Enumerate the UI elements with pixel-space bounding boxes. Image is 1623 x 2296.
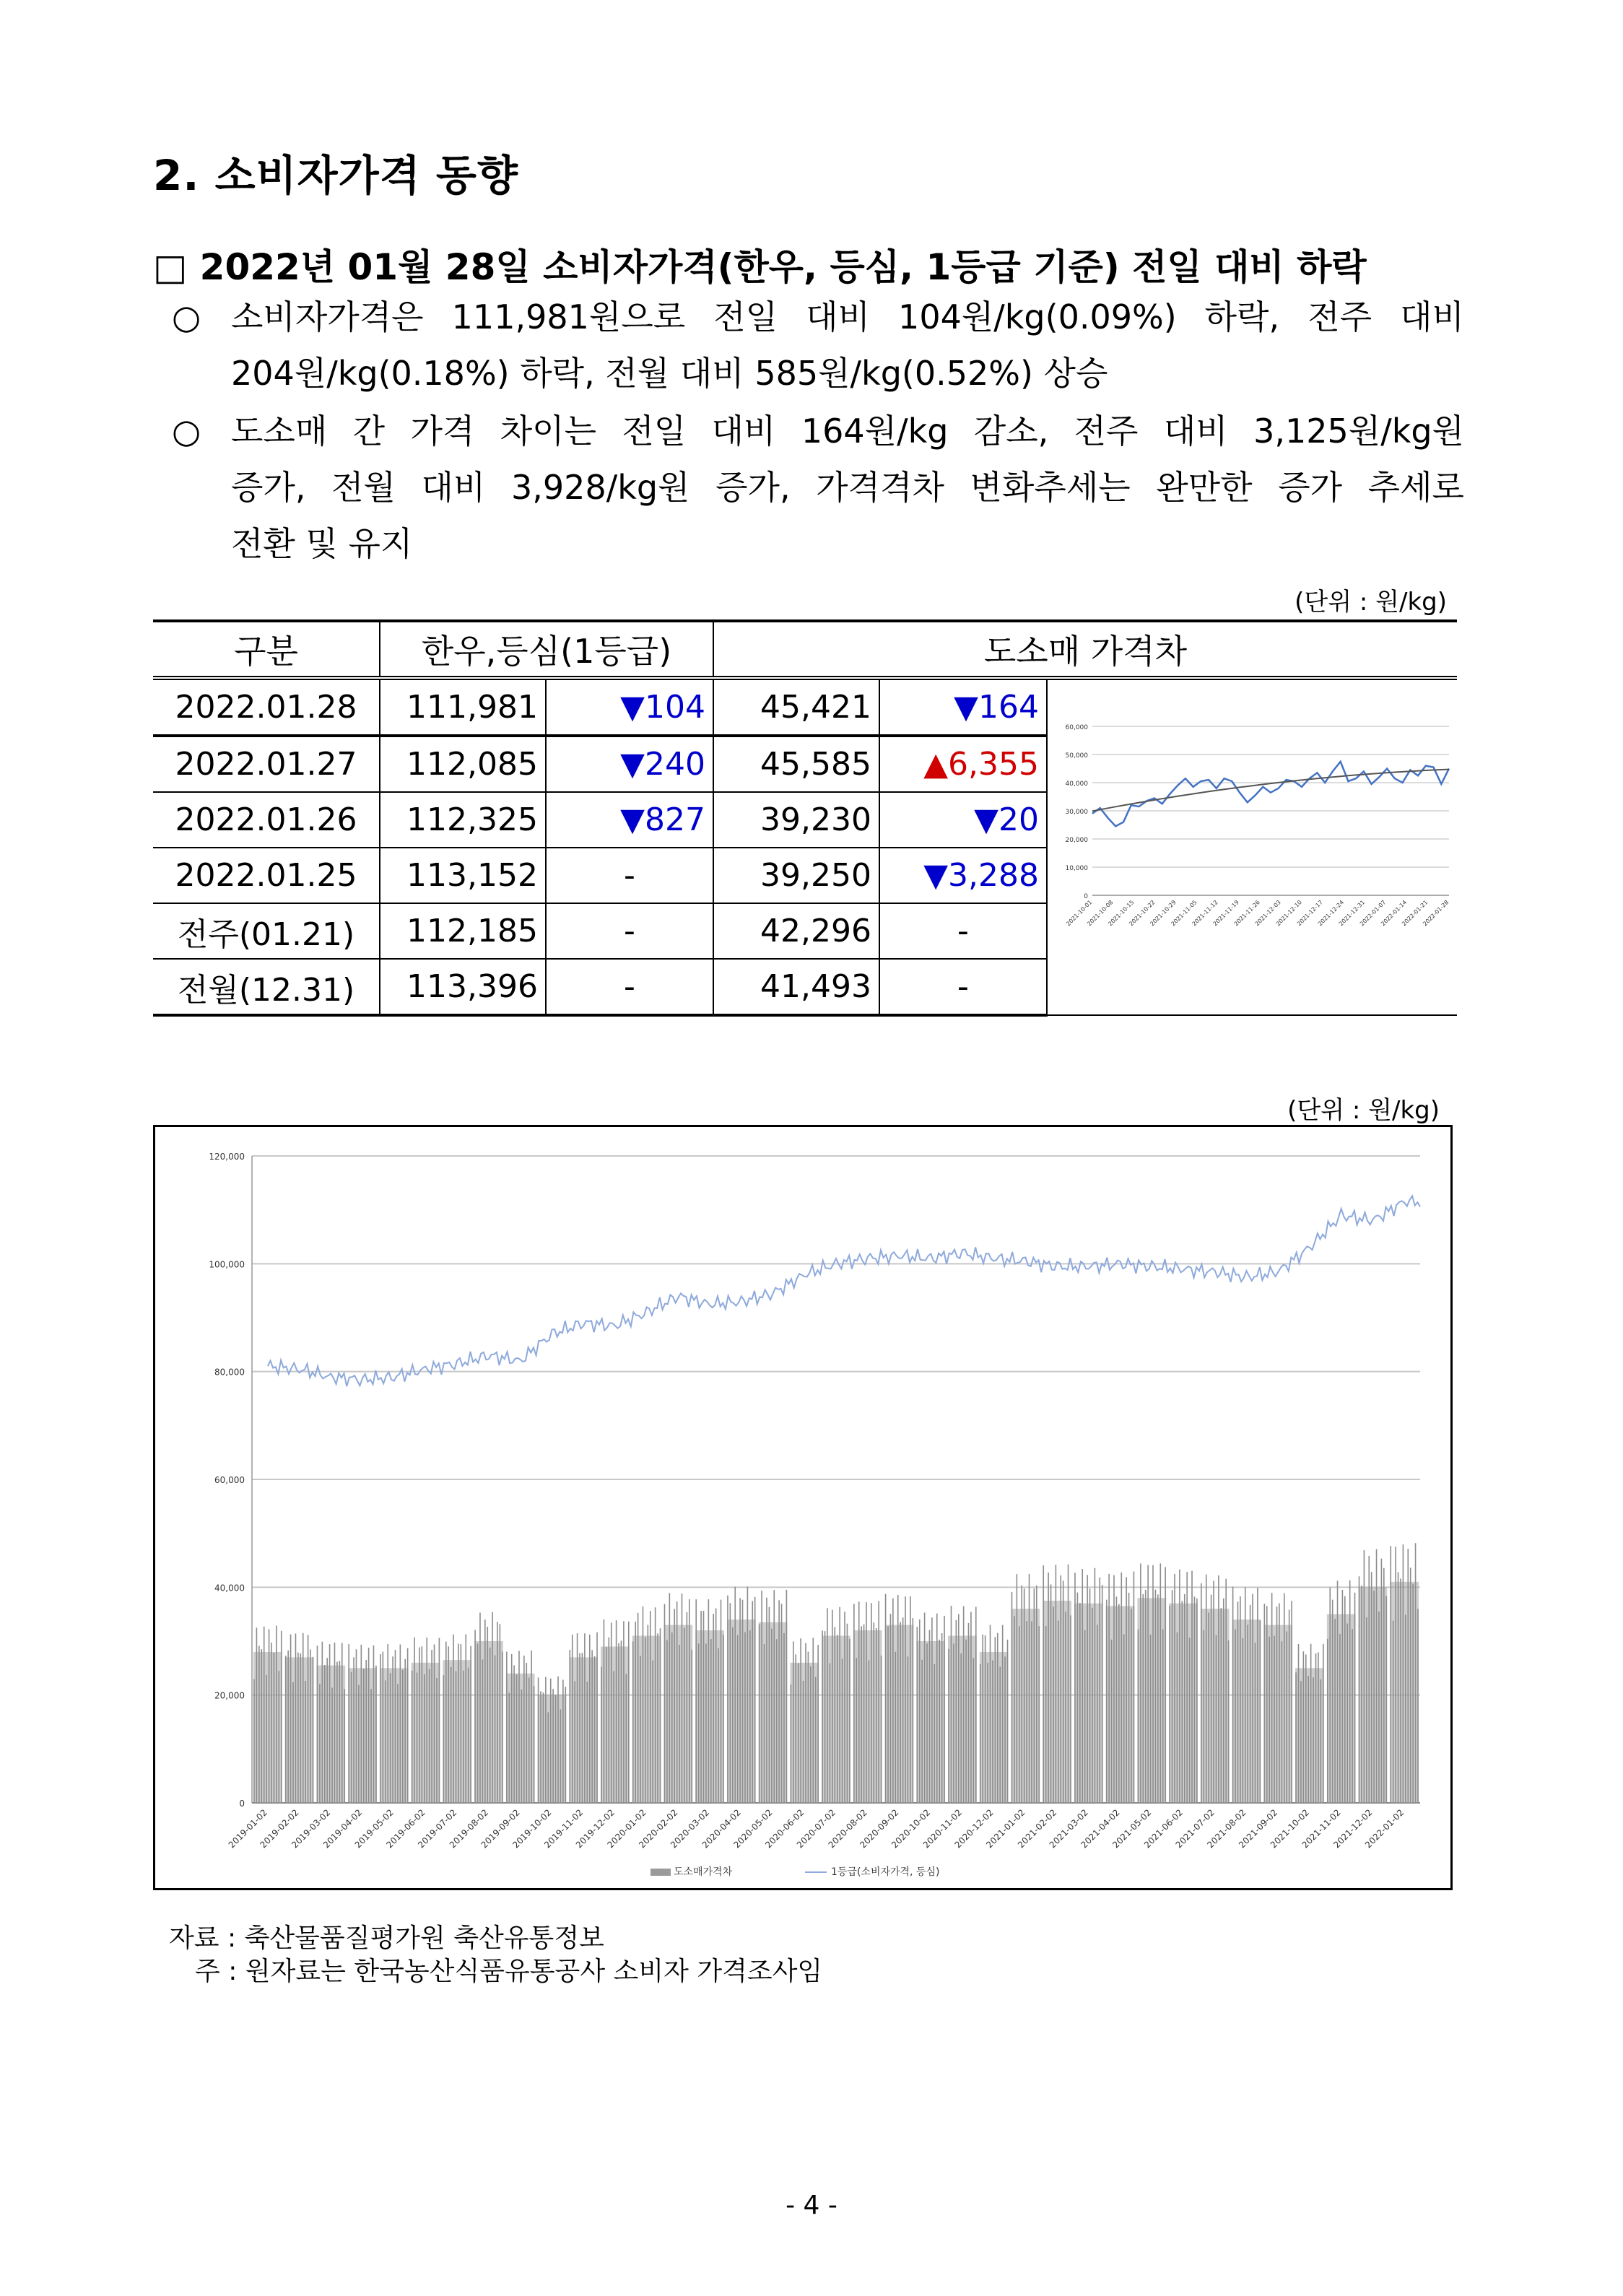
price-cell: 113,396: [380, 959, 546, 1015]
gap-change-cell: ▼20: [879, 792, 1047, 848]
x-tick-label: 2019-05-02: [352, 1807, 396, 1851]
x-tick-label: 2019-07-02: [416, 1807, 459, 1851]
x-tick-label: 2021-02-02: [1016, 1807, 1059, 1851]
gap-bar-group: [380, 1644, 409, 1803]
x-tick-label: 2021-11-02: [1300, 1807, 1343, 1851]
footnote: 주 : 원자료는 한국농산식품유통공사 소비자 가격조사임: [195, 1957, 823, 1986]
gap-cell: 39,250: [713, 848, 879, 903]
gap-bar: [348, 1668, 377, 1803]
price-change-cell: -: [546, 848, 713, 903]
x-tick-label: 2022-01-28: [1422, 899, 1450, 928]
x-tick-label: 2020-02-02: [637, 1807, 680, 1851]
price-change-cell: ▼104: [546, 678, 713, 736]
gap-bar-group: [412, 1638, 440, 1803]
x-tick-label: 2021-10-15: [1107, 899, 1136, 928]
gap-bar: [285, 1657, 314, 1803]
gap-bar: [1106, 1606, 1135, 1803]
gap-bar: [1043, 1601, 1071, 1803]
x-tick-label: 2019-11-02: [542, 1807, 586, 1851]
gap-bar: [885, 1625, 914, 1803]
date-cell: 2022.01.25: [153, 848, 380, 903]
x-tick-label: 2019-06-02: [384, 1807, 427, 1851]
x-tick-label: 2020-06-02: [763, 1807, 806, 1851]
price-cell: 111,981: [380, 678, 546, 736]
x-tick-label: 2020-05-02: [731, 1807, 775, 1851]
x-tick-label: 2020-09-02: [858, 1807, 901, 1851]
x-tick-label: 2021-11-26: [1232, 899, 1261, 928]
circle-bullet-icon: ○: [172, 412, 201, 451]
gap-bar-group: [285, 1633, 314, 1803]
gap-bar: [822, 1636, 850, 1803]
y-tick-label: 20,000: [1065, 837, 1088, 844]
x-tick-label: 2021-12-31: [1337, 899, 1367, 928]
date-cell: 2022.01.27: [153, 736, 380, 792]
y-tick-label: 50,000: [1065, 752, 1088, 760]
gap-bar-group: [853, 1601, 882, 1803]
gap-bar: [948, 1636, 977, 1803]
x-tick-label: 2021-12-24: [1316, 899, 1346, 928]
x-tick-label: 2020-08-02: [826, 1807, 869, 1851]
gap-bar: [853, 1630, 882, 1803]
bullet-line: 도소매 간 가격 차이는 전일 대비 164원/kg 감소, 전주 대비 3,125원/kg원: [231, 412, 1464, 451]
gap-change-cell: ▼164: [879, 678, 1047, 736]
y-tick-label: 20,000: [214, 1690, 245, 1701]
gap-bar: [1137, 1598, 1166, 1803]
y-tick-label: 0: [1084, 893, 1088, 900]
x-tick-label: 2021-03-02: [1047, 1807, 1090, 1851]
price-cell: 112,185: [380, 903, 546, 959]
gap-bar-group: [601, 1619, 630, 1803]
y-tick-label: 40,000: [1065, 780, 1088, 788]
gap-bar-group: [253, 1626, 282, 1803]
gap-bar-group: [1201, 1575, 1230, 1803]
chart-legend: [650, 1866, 939, 1878]
x-tick-label: 2019-10-02: [510, 1807, 554, 1851]
x-tick-label: 2021-12-10: [1274, 899, 1304, 928]
gap-bar-group: [1011, 1574, 1040, 1803]
y-tick-label: 10,000: [1065, 865, 1088, 872]
x-tick-label: 2020-12-02: [952, 1807, 996, 1851]
gap-bar-group: [316, 1642, 345, 1803]
price-change-cell: ▼240: [546, 736, 713, 792]
x-tick-label: 2021-06-02: [1141, 1807, 1185, 1851]
gap-bar: [980, 1652, 1009, 1803]
gap-bar: [1390, 1582, 1419, 1803]
legend-label-bar: 도소매가격차: [674, 1866, 733, 1878]
x-tick-label: 2021-10-08: [1086, 899, 1115, 928]
gap-bar: [380, 1668, 409, 1803]
x-tick-label: 2021-08-02: [1205, 1807, 1248, 1851]
price-cell: 112,325: [380, 792, 546, 848]
gap-bar-group: [727, 1586, 756, 1803]
y-tick-label: 40,000: [214, 1583, 245, 1593]
circle-bullet-icon: ○: [172, 297, 201, 336]
gap-bar: [759, 1622, 788, 1803]
gap-change-cell: -: [879, 903, 1047, 959]
gap-bar: [1011, 1609, 1040, 1803]
page-number: - 4 -: [786, 2191, 837, 2220]
date-cell: 전주(01.21): [153, 903, 380, 959]
date-cell: 2022.01.28: [153, 678, 380, 736]
main-chart-svg: [155, 1127, 1450, 1888]
x-tick-label: 2019-02-02: [258, 1807, 301, 1851]
y-tick-label: 80,000: [214, 1367, 245, 1378]
gap-bar: [916, 1641, 945, 1803]
y-tick-label: 0: [239, 1799, 245, 1809]
price-summary-table: [153, 619, 1457, 1017]
gap-bar: [663, 1625, 692, 1803]
gap-bar-group: [1074, 1568, 1103, 1803]
x-tick-label: 2021-11-12: [1191, 899, 1219, 928]
x-tick-label: 2022-01-02: [1363, 1807, 1406, 1851]
consumer-price-line: [268, 1196, 1420, 1386]
gap-change-cell: -: [879, 959, 1047, 1015]
header-gap: 도소매 가격차: [713, 621, 1457, 678]
x-tick-label: 2021-12-17: [1295, 899, 1325, 928]
bullet-item: [172, 403, 1464, 572]
gap-bar: [1327, 1614, 1356, 1803]
gap-bar-group: [632, 1606, 661, 1803]
y-tick-label: 30,000: [1065, 809, 1088, 816]
x-tick-label: 2021-11-19: [1211, 899, 1240, 928]
gap-bar-group: [1327, 1580, 1356, 1803]
gap-cell: 45,421: [713, 678, 879, 736]
chart-unit: (단위 : 원/kg): [1287, 1096, 1440, 1125]
gap-bar-group: [916, 1613, 945, 1803]
x-tick-label: 2021-10-02: [1268, 1807, 1312, 1851]
x-tick-label: 2019-04-02: [321, 1807, 365, 1851]
gap-bar: [632, 1636, 661, 1803]
gap-bar: [538, 1695, 567, 1803]
gap-bar: [727, 1619, 756, 1803]
x-tick-label: 2020-11-02: [921, 1807, 965, 1851]
price-cell: 113,152: [380, 848, 546, 903]
gap-bar-group: [1390, 1543, 1419, 1803]
x-tick-label: 2020-03-02: [668, 1807, 712, 1851]
x-tick-label: 2020-01-02: [605, 1807, 648, 1851]
gap-bar-group: [1106, 1572, 1135, 1803]
x-tick-label: 2022-01-07: [1358, 899, 1388, 928]
mini-chart-cell: [1047, 678, 1457, 1015]
table-row: [153, 678, 1457, 736]
x-tick-label: 2019-09-02: [479, 1807, 522, 1851]
gap-bar: [412, 1663, 440, 1803]
x-tick-label: 2021-10-29: [1149, 899, 1178, 928]
x-tick-label: 2022-01-14: [1380, 899, 1409, 928]
legend-swatch-bar: [650, 1869, 671, 1876]
x-tick-label: 2021-01-02: [984, 1807, 1027, 1851]
y-tick-label: 120,000: [209, 1152, 245, 1162]
x-tick-label: 2020-04-02: [700, 1807, 743, 1851]
x-tick-label: 2021-09-02: [1237, 1807, 1280, 1851]
gap-bar: [1169, 1604, 1198, 1803]
gap-bar: [253, 1652, 282, 1803]
gap-bar-group: [790, 1638, 819, 1803]
gap-cell: 45,585: [713, 736, 879, 792]
y-tick-label: 60,000: [214, 1475, 245, 1485]
gap-bar: [695, 1630, 724, 1803]
gap-cell: 42,296: [713, 903, 879, 959]
gap-change-cell: ▼3,288: [879, 848, 1047, 903]
gap-bar: [1295, 1668, 1324, 1803]
gap-bar-group: [980, 1625, 1009, 1803]
x-tick-label: 2021-04-02: [1079, 1807, 1122, 1851]
gap-bar-group: [569, 1632, 598, 1803]
gap-change-cell: ▲6,355: [879, 736, 1047, 792]
x-tick-label: 2021-12-03: [1253, 899, 1282, 928]
gap-bar: [1074, 1604, 1103, 1803]
box-heading: □ 2022년 01월 28일 소비자가격(한우, 등심, 1등급 기준) 전일 대비 하락: [153, 246, 1367, 288]
table-unit: (단위 : 원/kg): [1295, 588, 1447, 617]
price-cell: 112,085: [380, 736, 546, 792]
legend-label-line: 1등급(소비자가격, 등심): [831, 1866, 940, 1878]
header-category: 구분: [153, 621, 380, 678]
x-tick-label: 2019-01-02: [226, 1807, 269, 1851]
x-tick-label: 2021-11-05: [1170, 899, 1198, 928]
gap-bar: [316, 1666, 345, 1803]
header-price: 한우,등심(1등급): [380, 621, 713, 678]
x-tick-label: 2019-08-02: [447, 1807, 491, 1851]
gap-bar: [443, 1660, 471, 1803]
gap-bar-group: [443, 1635, 471, 1803]
x-tick-label: 2021-10-01: [1065, 899, 1094, 928]
price-change-cell: -: [546, 959, 713, 1015]
x-tick-label: 2020-10-02: [889, 1807, 933, 1851]
gap-bar-group: [348, 1644, 377, 1803]
bullet-line: 증가, 전월 대비 3,928/kg원 증가, 가격격차 변화추세는 완만한 증가 추세로: [231, 468, 1464, 507]
gap-bar: [474, 1641, 503, 1803]
price-change-cell: -: [546, 903, 713, 959]
gap-bar: [790, 1663, 819, 1803]
gap-bar: [1201, 1609, 1230, 1803]
gap-bar-group: [1137, 1563, 1166, 1803]
gap-bar-group: [538, 1677, 567, 1803]
gap-bar-group: [1043, 1565, 1071, 1803]
gap-bar-group: [1295, 1644, 1324, 1803]
bullet-line: 204원/kg(0.18%) 하락, 전월 대비 585원/kg(0.52%) 상승: [231, 354, 1108, 393]
gap-bar-group: [1359, 1549, 1388, 1803]
gap-bar-group: [1263, 1593, 1292, 1803]
gap-bar: [601, 1646, 630, 1803]
date-cell: 2022.01.26: [153, 792, 380, 848]
x-tick-label: 2020-07-02: [794, 1807, 838, 1851]
gap-bar-group: [885, 1594, 914, 1803]
gap-bar-group: [695, 1599, 724, 1803]
mini-chart-svg: [1048, 682, 1456, 1005]
main-chart: [153, 1125, 1453, 1890]
gap-bar: [1232, 1619, 1261, 1803]
bullet-line: 전환 및 유지: [231, 524, 413, 563]
gap-series-line: [1092, 762, 1449, 827]
gap-cell: 41,493: [713, 959, 879, 1015]
x-tick-label: 2019-12-02: [573, 1807, 617, 1851]
gap-bar-group: [474, 1612, 503, 1803]
date-cell: 전월(12.31): [153, 959, 380, 1015]
gap-bar-group: [948, 1606, 977, 1803]
bullet-line: 소비자가격은 111,981원으로 전일 대비 104원/kg(0.09%) 하락, 전주 대비: [231, 297, 1464, 336]
y-tick-label: 100,000: [209, 1259, 245, 1270]
section-title: 2. 소비자가격 동향: [153, 151, 518, 200]
price-change-cell: ▼827: [546, 792, 713, 848]
gap-bar: [569, 1657, 598, 1803]
bullet-item: [172, 289, 1464, 401]
gap-bar-group: [1169, 1570, 1198, 1803]
gap-bar: [506, 1674, 535, 1803]
gap-bar-group: [506, 1651, 535, 1803]
gap-bar-group: [822, 1607, 850, 1803]
gap-bar-group: [1232, 1586, 1261, 1803]
trend-line: [1092, 770, 1449, 812]
x-tick-label: 2021-07-02: [1173, 1807, 1217, 1851]
x-tick-label: 2019-03-02: [290, 1807, 333, 1851]
x-tick-label: 2022-01-21: [1401, 899, 1430, 928]
gap-cell: 39,230: [713, 792, 879, 848]
gap-bar-group: [663, 1593, 692, 1803]
y-tick-label: 60,000: [1065, 724, 1088, 731]
gap-bar-group: [759, 1590, 788, 1803]
gap-bar: [1359, 1587, 1388, 1803]
source-note: 자료 : 축산물품질평가원 축산유통정보: [169, 1923, 604, 1953]
table-header-row: [153, 621, 1457, 678]
x-tick-label: 2021-10-22: [1128, 899, 1157, 928]
gap-bar: [1263, 1625, 1292, 1803]
x-tick-label: 2021-12-02: [1331, 1807, 1375, 1851]
x-tick-label: 2021-05-02: [1110, 1807, 1154, 1851]
